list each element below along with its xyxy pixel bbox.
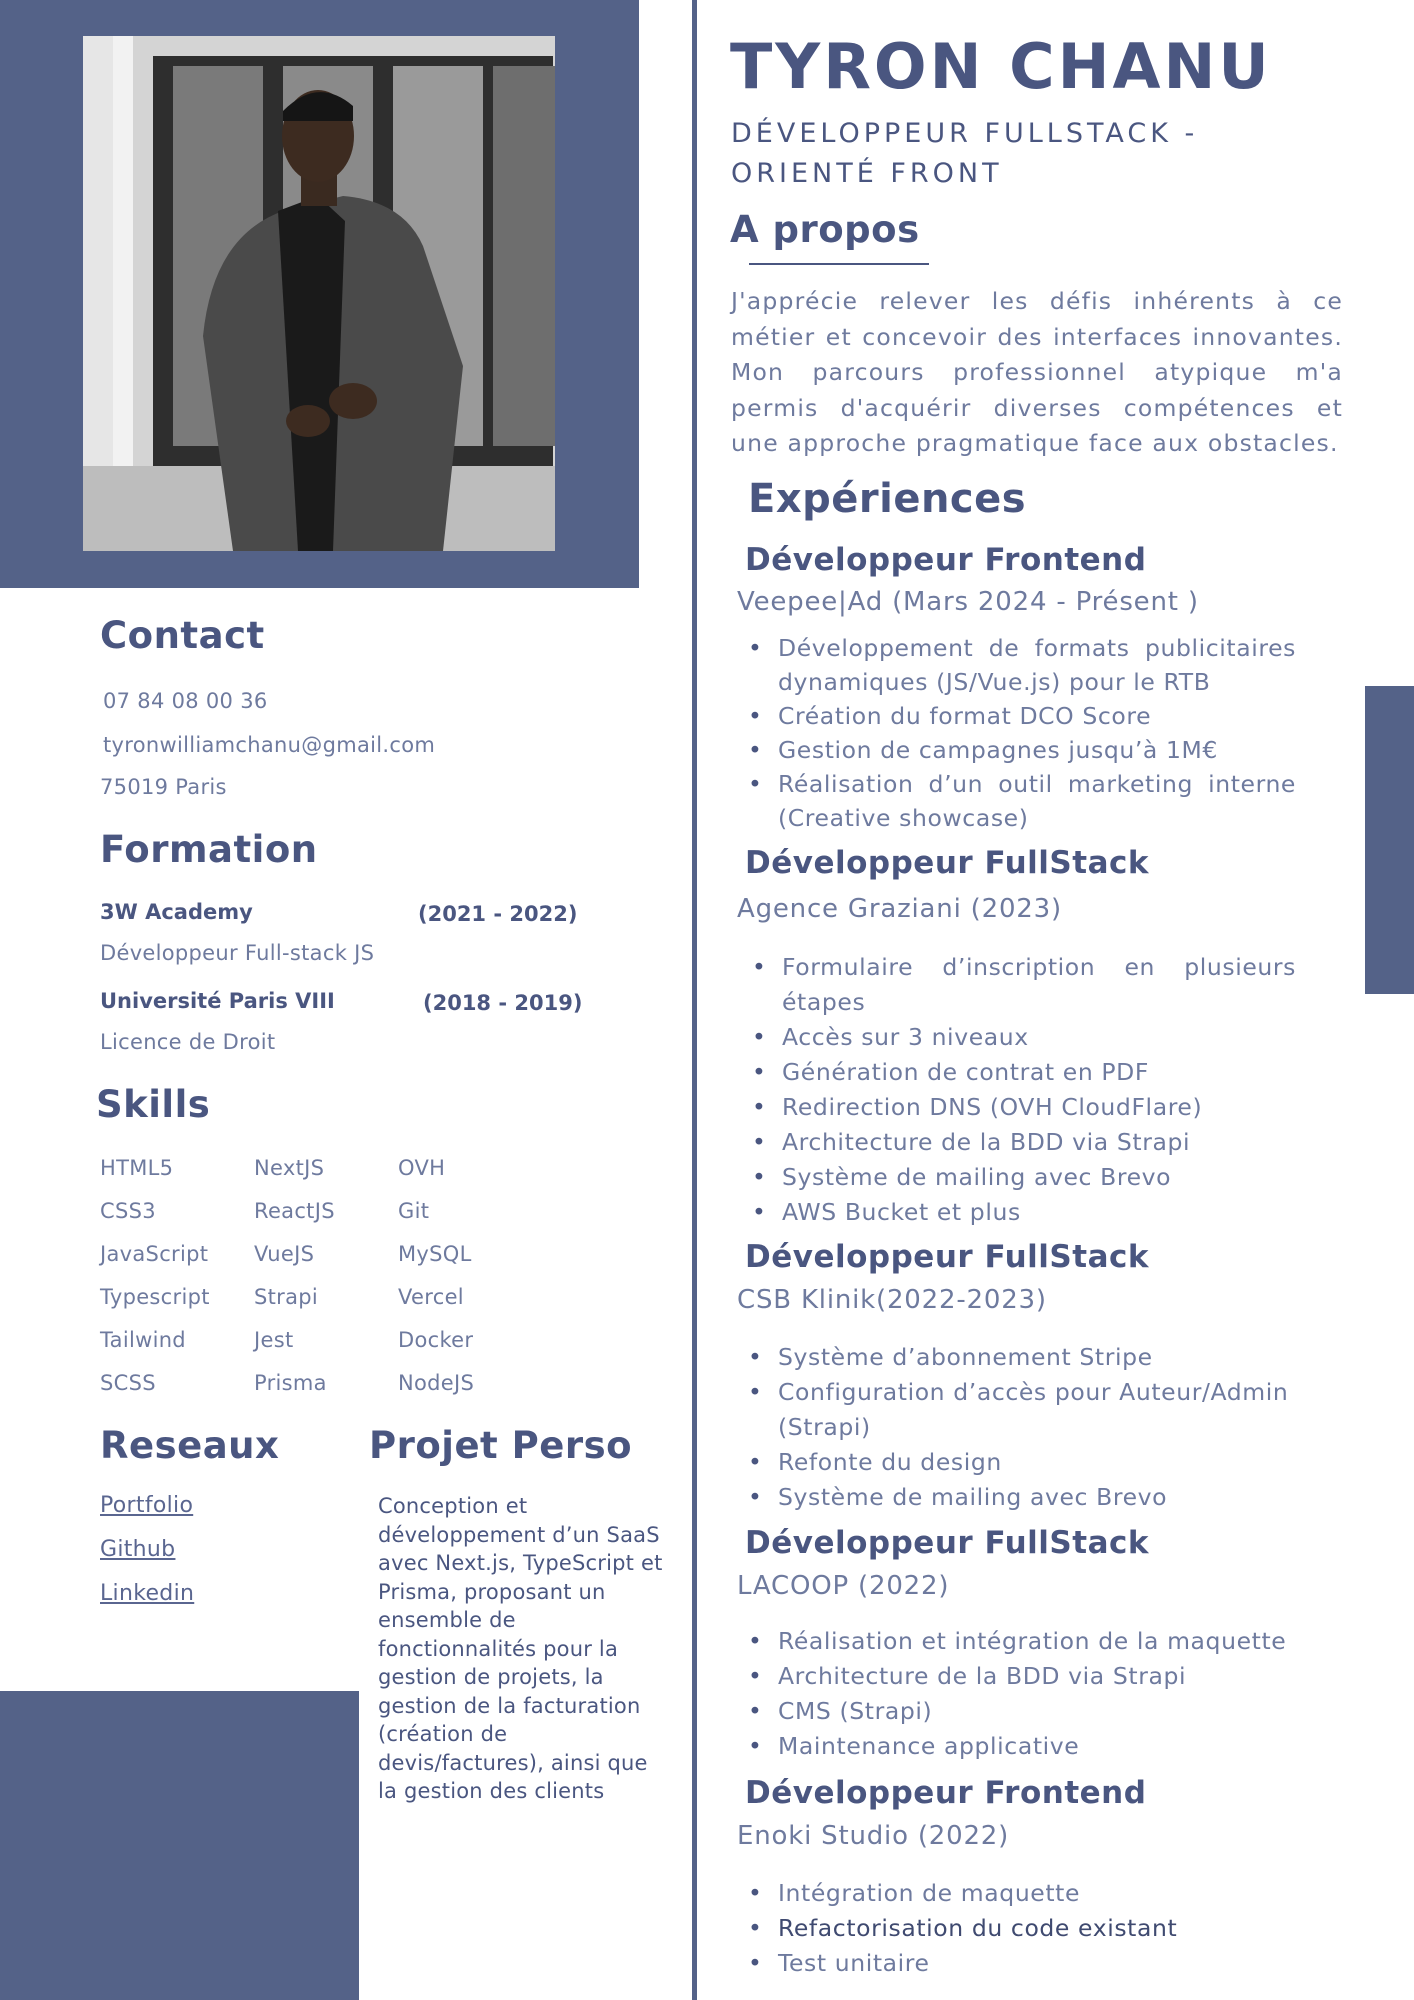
contact-email[interactable]: tyronwilliamchanu@gmail.com xyxy=(103,733,436,757)
formation-heading: Formation xyxy=(100,828,318,871)
job-company-5: Enoki Studio (2022) xyxy=(737,1821,1010,1851)
skill-item: Docker xyxy=(398,1328,474,1352)
job-bullet: • Formulaire d’inscription en plusieurs étapes xyxy=(782,950,1296,1020)
about-underline xyxy=(749,263,929,265)
formation-degree-2: Licence de Droit xyxy=(100,1030,276,1054)
about-heading: A propos xyxy=(730,208,920,251)
job-company-3: CSB Klinik(2022-2023) xyxy=(737,1285,1047,1315)
accent-block-right xyxy=(1365,686,1414,994)
accent-block-bottom xyxy=(0,1691,359,2000)
skill-item: MySQL xyxy=(398,1242,472,1266)
job-bullet: • Architecture de la BDD via Strapi xyxy=(782,1125,1296,1160)
job-company-2: Agence Graziani (2023) xyxy=(737,894,1062,924)
skill-item: Prisma xyxy=(254,1371,327,1395)
job-bullet: • Test unitaire xyxy=(778,1946,1298,1981)
linkedin-link[interactable]: Linkedin xyxy=(100,1581,195,1606)
vertical-divider xyxy=(692,0,697,2000)
formation-years-1: (2021 - 2022) xyxy=(418,902,578,926)
job-company-4: LACOOP (2022) xyxy=(737,1571,950,1601)
job-title-3: Développeur FullStack xyxy=(745,1239,1149,1275)
job-bullets-4 xyxy=(778,1624,1298,1764)
portfolio-link[interactable]: Portfolio xyxy=(100,1493,194,1518)
job-bullets-3 xyxy=(778,1340,1298,1515)
formation-school-1: 3W Academy xyxy=(100,900,253,924)
candidate-name: TYRON CHANU xyxy=(730,30,1272,103)
job-bullets-1 xyxy=(778,631,1296,835)
job-bullet: • CMS (Strapi) xyxy=(778,1694,1298,1729)
job-title-2: Développeur FullStack xyxy=(745,845,1149,881)
skill-item: ReactJS xyxy=(254,1199,335,1223)
skills-column-3 xyxy=(398,1153,474,1411)
project-heading: Projet Perso xyxy=(369,1424,633,1467)
skill-item: OVH xyxy=(398,1156,446,1180)
skill-item: Git xyxy=(398,1199,430,1223)
skill-item: NodeJS xyxy=(398,1371,475,1395)
networks-heading: Reseaux xyxy=(100,1424,280,1467)
skill-item: HTML5 xyxy=(100,1156,174,1180)
job-bullet: • Création du format DCO Score xyxy=(778,699,1296,733)
about-text: J'apprécie relever les défis inhérents à ce métier et concevoir des interfaces innovantes. Mon parcours professionnel atypique m'a permis d'acquérir diverses compétences et une approche pragmatique face aux obstacles. xyxy=(731,287,1343,457)
skills-column-1 xyxy=(100,1153,210,1411)
profile-photo xyxy=(83,36,555,551)
skill-item: Strapi xyxy=(254,1285,319,1309)
contact-city: 75019 Paris xyxy=(100,775,227,799)
skill-item: Vercel xyxy=(398,1285,464,1309)
job-bullet: • Refactorisation du code existant xyxy=(778,1911,1298,1946)
job-bullet: • Configuration d’accès pour Auteur/Admin (Strapi) xyxy=(778,1375,1298,1445)
job-bullet: • Système de mailing avec Brevo xyxy=(778,1480,1298,1515)
networks-links xyxy=(100,1493,194,1625)
skills-heading: Skills xyxy=(96,1083,211,1126)
job-bullet: • Refonte du design xyxy=(778,1445,1298,1480)
job-title-4: Développeur FullStack xyxy=(745,1525,1149,1561)
experiences-heading: Expériences xyxy=(748,476,1027,522)
job-bullet: • Redirection DNS (OVH CloudFlare) xyxy=(782,1090,1296,1125)
formation-years-2: (2018 - 2019) xyxy=(423,991,583,1015)
skill-item: VueJS xyxy=(254,1242,315,1266)
job-bullet: • Génération de contrat en PDF xyxy=(782,1055,1296,1090)
job-bullet: • Accès sur 3 niveaux xyxy=(782,1020,1296,1055)
job-bullet: • Réalisation d’un outil marketing interne (Creative showcase) xyxy=(778,767,1296,835)
contact-heading: Contact xyxy=(100,614,265,657)
skill-item: Tailwind xyxy=(100,1328,186,1352)
skill-item: NextJS xyxy=(254,1156,325,1180)
job-bullet: • Développement de formats publicitaires dynamiques (JS/Vue.js) pour le RTB xyxy=(778,631,1296,699)
job-bullet: • Gestion de campagnes jusqu’à 1M€ xyxy=(778,733,1296,767)
skill-item: Typescript xyxy=(100,1285,210,1309)
project-description: Conception et développement d’un SaaS avec Next.js, TypeScript et Prisma, proposant un ensemble de fonctionnalités pour la gestion de projets, la gestion de la facturation (création de devis/factures), ainsi que la gestion des clients xyxy=(378,1494,663,1803)
skill-item: JavaScript xyxy=(100,1242,209,1266)
job-company-1: Veepee|Ad (Mars 2024 - Présent ) xyxy=(737,587,1199,617)
job-bullet: • AWS Bucket et plus xyxy=(782,1195,1296,1230)
skill-item: CSS3 xyxy=(100,1199,156,1223)
skill-item: SCSS xyxy=(100,1371,156,1395)
github-link[interactable]: Github xyxy=(100,1537,176,1562)
job-title-5: Développeur Frontend xyxy=(745,1775,1147,1811)
formation-school-2: Université Paris VIII xyxy=(100,989,335,1013)
job-bullet: • Intégration de maquette xyxy=(778,1876,1298,1911)
job-title-1: Développeur Frontend xyxy=(745,542,1147,578)
job-bullets-2 xyxy=(782,950,1296,1230)
skill-item: Jest xyxy=(254,1328,294,1352)
job-bullet: • Architecture de la BDD via Strapi xyxy=(778,1659,1298,1694)
skills-column-2 xyxy=(254,1153,335,1411)
job-bullet: • Système d’abonnement Stripe xyxy=(778,1340,1298,1375)
job-bullets-5 xyxy=(778,1876,1298,1981)
job-bullet: • Maintenance applicative xyxy=(778,1729,1298,1764)
job-bullet: • Réalisation et intégration de la maquette xyxy=(778,1624,1298,1659)
job-bullet: • Système de mailing avec Brevo xyxy=(782,1160,1296,1195)
formation-degree-1: Développeur Full-stack JS xyxy=(100,941,375,965)
contact-phone[interactable]: 07 84 08 00 36 xyxy=(103,689,268,713)
candidate-title: DÉVELOPPEUR FULLSTACK - ORIENTÉ FRONT xyxy=(731,118,1199,189)
